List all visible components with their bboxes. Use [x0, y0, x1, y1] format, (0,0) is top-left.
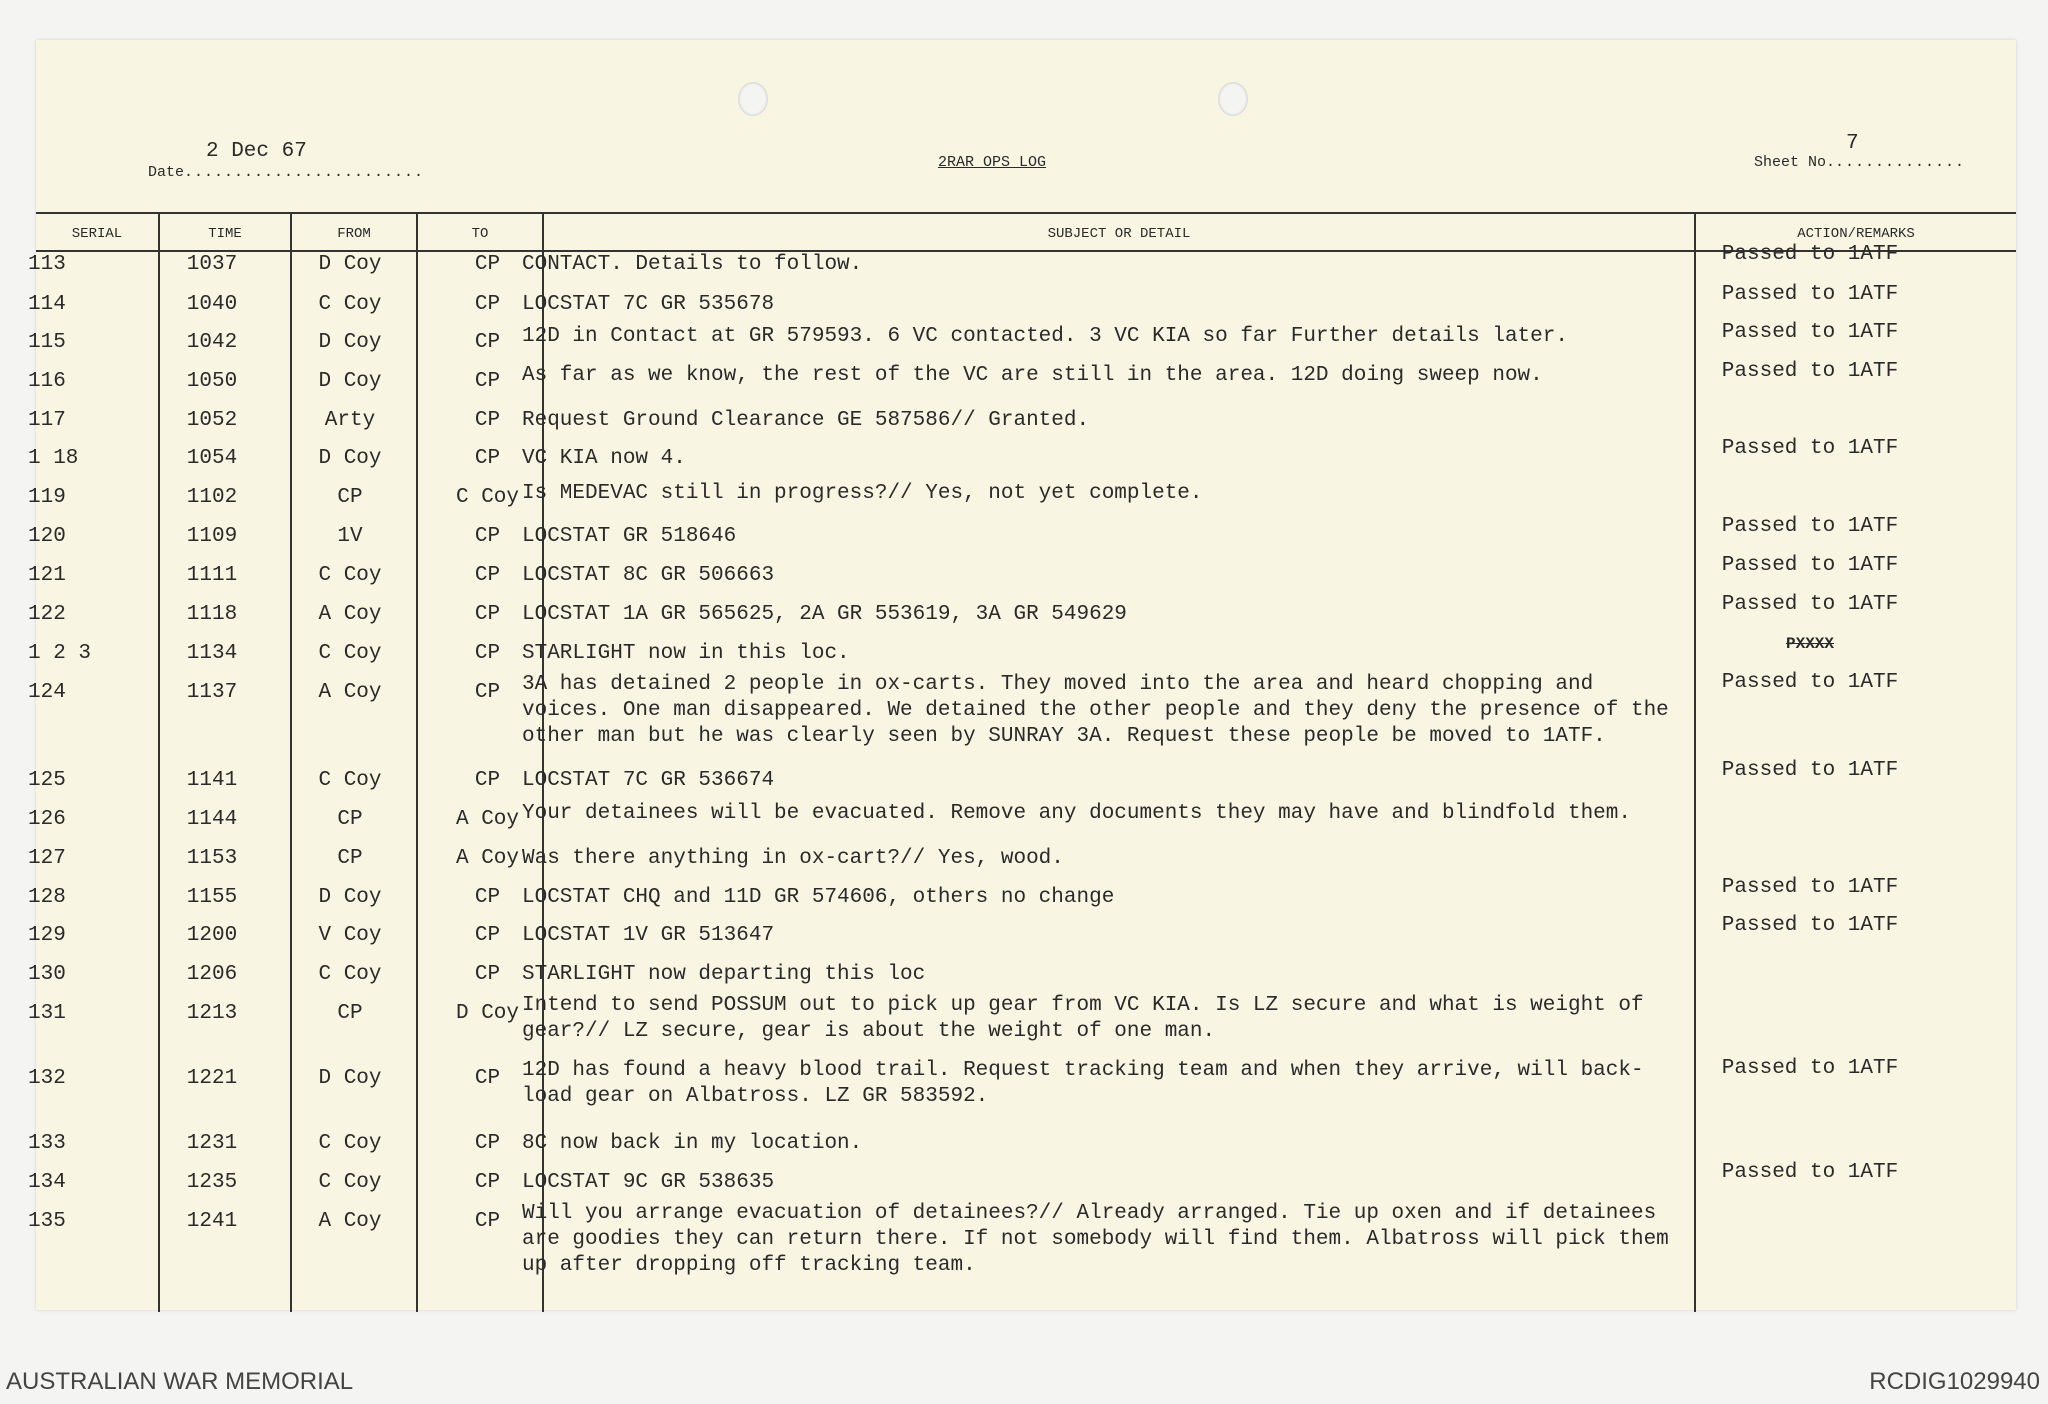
- log-time-cell: 1118: [186, 603, 238, 626]
- log-serial-cell: 129: [28, 924, 66, 947]
- log-remark-cell: Passed to 1ATF: [1721, 283, 1899, 306]
- log-detail-cell: Will you arrange evacuation of detainees?// Already arranged. Tie up oxen and if detainees are goodies they can return there. If not somebody will find them. Albatross will pick them up after dropping off tracking team.: [522, 1202, 1669, 1277]
- log-serial-cell: 133: [28, 1132, 66, 1155]
- column-header-detail: SUBJECT OR DETAIL: [1047, 226, 1191, 242]
- log-serial-cell: 135: [28, 1210, 66, 1233]
- log-time-cell: 1200: [186, 924, 238, 947]
- log-to-cell: CP: [474, 409, 501, 432]
- log-serial-cell: 130: [28, 963, 66, 986]
- log-from-cell: 1V: [337, 525, 363, 548]
- log-time-cell: 1155: [186, 886, 238, 909]
- log-to-cell: CP: [474, 642, 501, 665]
- log-from-cell: D Coy: [318, 886, 382, 909]
- column-header-remarks: ACTION/REMARKS: [1797, 226, 1915, 242]
- sheet-number-label: Sheet No..............: [1754, 154, 1966, 171]
- log-remark-cell: Passed to 1ATF: [1721, 515, 1899, 538]
- log-from-cell: D Coy: [318, 1067, 382, 1090]
- log-time-cell: 1153: [186, 847, 238, 870]
- log-to-cell: CP: [474, 886, 501, 909]
- log-detail-cell: STARLIGHT now departing this loc: [522, 963, 926, 986]
- sheet-number-value: 7: [1846, 132, 1859, 155]
- log-detail-cell: Your detainees will be evacuated. Remove any documents they may have and blindfold them.: [522, 802, 1631, 825]
- log-from-cell: Arty: [324, 409, 376, 432]
- header-top-rule: [36, 212, 2016, 214]
- log-to-cell: CP: [474, 924, 501, 947]
- log-to-cell: CP: [474, 1210, 501, 1233]
- log-remark-cell: Passed to 1ATF: [1721, 360, 1899, 383]
- log-from-cell: A Coy: [318, 1210, 382, 1233]
- log-to-cell: CP: [474, 253, 501, 276]
- log-serial-cell: 128: [28, 886, 66, 909]
- log-remark-cell: Passed to 1ATF: [1721, 321, 1899, 344]
- log-to-cell: CP: [474, 525, 501, 548]
- log-time-cell: 1221: [186, 1067, 238, 1090]
- log-detail-cell: 8C now back in my location.: [522, 1132, 863, 1155]
- page-title: 2RAR OPS LOG: [938, 154, 1047, 171]
- log-serial-cell: 1 2 3: [28, 642, 92, 665]
- log-serial-cell: 125: [28, 769, 66, 792]
- log-detail-cell: 3A has detained 2 people in ox-carts. They moved into the area and heard chopping and voices. One man disappeared. We detained the other people and they deny the presence of the other man but he was clearly seen by SUNRAY 3A. Request these people be moved to 1ATF.: [522, 673, 1669, 748]
- log-remark-cell: Passed to 1ATF: [1721, 593, 1899, 616]
- log-serial-cell: 124: [28, 681, 66, 704]
- log-detail-cell: LOCSTAT 8C GR 506663: [522, 564, 775, 587]
- log-from-cell: C Coy: [318, 642, 382, 665]
- log-to-cell: CP: [474, 370, 501, 393]
- log-detail-cell: LOCSTAT GR 518646: [522, 525, 737, 548]
- log-detail-cell: Request Ground Clearance GE 587586// Granted.: [522, 409, 1090, 432]
- log-serial-cell: 122: [28, 603, 66, 626]
- log-time-cell: 1109: [186, 525, 238, 548]
- log-time-cell: 1052: [186, 409, 238, 432]
- log-serial-cell: 116: [28, 370, 66, 393]
- log-remark-cell: Passed to 1ATF: [1721, 876, 1899, 899]
- log-serial-cell: 120: [28, 525, 66, 548]
- log-from-cell: D Coy: [318, 253, 382, 276]
- log-from-cell: CP: [337, 486, 363, 509]
- log-to-cell: CP: [474, 564, 501, 587]
- log-detail-cell: As far as we know, the rest of the VC are still in the area. 12D doing sweep now.: [522, 364, 1543, 387]
- log-remark-cell: Passed to 1ATF: [1721, 1057, 1899, 1080]
- column-header-serial: SERIAL: [71, 226, 123, 242]
- log-to-cell: CP: [474, 1171, 501, 1194]
- log-time-cell: 1213: [186, 1002, 238, 1025]
- log-serial-cell: 1 18: [28, 447, 79, 470]
- log-remark-cell: Passed to 1ATF: [1721, 914, 1899, 937]
- log-to-cell: D Coy: [455, 1002, 519, 1025]
- column-header-time: TIME: [208, 226, 242, 242]
- log-time-cell: 1054: [186, 447, 238, 470]
- log-time-cell: 1235: [186, 1171, 238, 1194]
- log-remark-cell: Passed to 1ATF: [1721, 1161, 1899, 1184]
- log-serial-cell: 126: [28, 808, 66, 831]
- log-detail-cell: VC KIA now 4.: [522, 447, 686, 470]
- footer-institution: AUSTRALIAN WAR MEMORIAL: [6, 1368, 354, 1395]
- column-header-from: FROM: [337, 226, 371, 242]
- log-from-cell: C Coy: [318, 1132, 382, 1155]
- log-detail-cell: LOCSTAT CHQ and 11D GR 574606, others no change: [522, 886, 1115, 909]
- log-detail-cell: 12D has found a heavy blood trail. Request tracking team and when they arrive, will back-load gear on Albatross. LZ GR 583592.: [522, 1059, 1644, 1108]
- log-from-cell: D Coy: [318, 331, 382, 354]
- log-time-cell: 1144: [186, 808, 238, 831]
- log-from-cell: C Coy: [318, 769, 382, 792]
- log-from-cell: C Coy: [318, 564, 382, 587]
- log-detail-cell: LOCSTAT 1V GR 513647: [522, 924, 775, 947]
- log-time-cell: 1042: [186, 331, 238, 354]
- log-from-cell: CP: [337, 1002, 363, 1025]
- log-to-cell: A Coy: [455, 808, 519, 831]
- log-time-cell: 1231: [186, 1132, 238, 1155]
- log-to-cell: CP: [474, 1132, 501, 1155]
- punch-hole-right: [1218, 82, 1248, 116]
- log-time-cell: 1134: [186, 642, 238, 665]
- log-time-cell: 1040: [186, 293, 238, 316]
- log-remark-cell: Passed to 1ATF: [1721, 759, 1899, 782]
- log-serial-cell: 117: [28, 409, 66, 432]
- log-time-cell: 1037: [186, 253, 238, 276]
- log-time-cell: 1141: [186, 769, 238, 792]
- log-from-cell: C Coy: [318, 963, 382, 986]
- log-detail-cell: CONTACT. Details to follow.: [522, 253, 863, 276]
- log-to-cell: A Coy: [455, 847, 519, 870]
- log-remark-cell: Passed to 1ATF: [1721, 243, 1899, 266]
- log-serial-cell: 119: [28, 486, 66, 509]
- log-serial-cell: 127: [28, 847, 66, 870]
- log-detail-cell: STARLIGHT now in this loc.: [522, 642, 850, 665]
- log-to-cell: CP: [474, 963, 501, 986]
- log-from-cell: CP: [337, 847, 363, 870]
- log-detail-cell: Is MEDEVAC still in progress?// Yes, not yet complete.: [522, 482, 1203, 505]
- log-time-cell: 1111: [186, 564, 238, 587]
- footer-record-id: RCDIG1029940: [1869, 1368, 2040, 1395]
- log-from-cell: V Coy: [318, 924, 382, 947]
- date-value: 2 Dec 67: [206, 140, 307, 163]
- log-serial-cell: 114: [28, 293, 66, 316]
- log-serial-cell: 113: [28, 253, 66, 276]
- log-to-cell: CP: [474, 603, 501, 626]
- log-time-cell: 1137: [186, 681, 238, 704]
- log-detail-cell: LOCSTAT 1A GR 565625, 2A GR 553619, 3A GR 549629: [522, 603, 1127, 626]
- log-to-cell: CP: [474, 769, 501, 792]
- log-serial-cell: 132: [28, 1067, 66, 1090]
- log-remark-cell: Passed to 1ATF: [1721, 437, 1899, 460]
- punch-hole-left: [738, 82, 768, 116]
- log-from-cell: A Coy: [318, 603, 382, 626]
- column-header-to: TO: [471, 226, 489, 242]
- log-remark-cell: Passed to 1ATF: [1721, 554, 1899, 577]
- log-to-cell: CP: [474, 293, 501, 316]
- log-to-cell: C Coy: [455, 486, 519, 509]
- log-to-cell: CP: [474, 1067, 501, 1090]
- log-detail-cell: Was there anything in ox-cart?// Yes, wood.: [522, 847, 1064, 870]
- log-to-cell: CP: [474, 447, 501, 470]
- date-label: Date........................: [148, 164, 425, 181]
- log-from-cell: C Coy: [318, 1171, 382, 1194]
- log-from-cell: D Coy: [318, 370, 382, 393]
- log-remark-cell: PXXXX: [1785, 635, 1834, 653]
- log-detail-cell: 12D in Contact at GR 579593. 6 VC contacted. 3 VC KIA so far Further details later.: [522, 325, 1568, 348]
- log-serial-cell: 134: [28, 1171, 66, 1194]
- log-from-cell: D Coy: [318, 447, 382, 470]
- log-from-cell: CP: [337, 808, 363, 831]
- log-serial-cell: 131: [28, 1002, 66, 1025]
- log-serial-cell: 121: [28, 564, 66, 587]
- log-remark-cell: Passed to 1ATF: [1721, 671, 1899, 694]
- log-detail-cell: LOCSTAT 9C GR 538635: [522, 1171, 775, 1194]
- log-time-cell: 1102: [186, 486, 238, 509]
- log-time-cell: 1050: [186, 370, 238, 393]
- log-to-cell: CP: [474, 331, 501, 354]
- log-detail-cell: LOCSTAT 7C GR 535678: [522, 293, 775, 316]
- log-time-cell: 1241: [186, 1210, 238, 1233]
- log-from-cell: A Coy: [318, 681, 382, 704]
- column-divider-1: [158, 212, 160, 1312]
- log-time-cell: 1206: [186, 963, 238, 986]
- log-serial-cell: 115: [28, 331, 66, 354]
- log-to-cell: CP: [474, 681, 501, 704]
- log-detail-cell: Intend to send POSSUM out to pick up gear from VC KIA. Is LZ secure and what is weight of gear?// LZ secure, gear is about the weight of one man.: [522, 994, 1644, 1043]
- log-detail-cell: LOCSTAT 7C GR 536674: [522, 769, 775, 792]
- log-from-cell: C Coy: [318, 293, 382, 316]
